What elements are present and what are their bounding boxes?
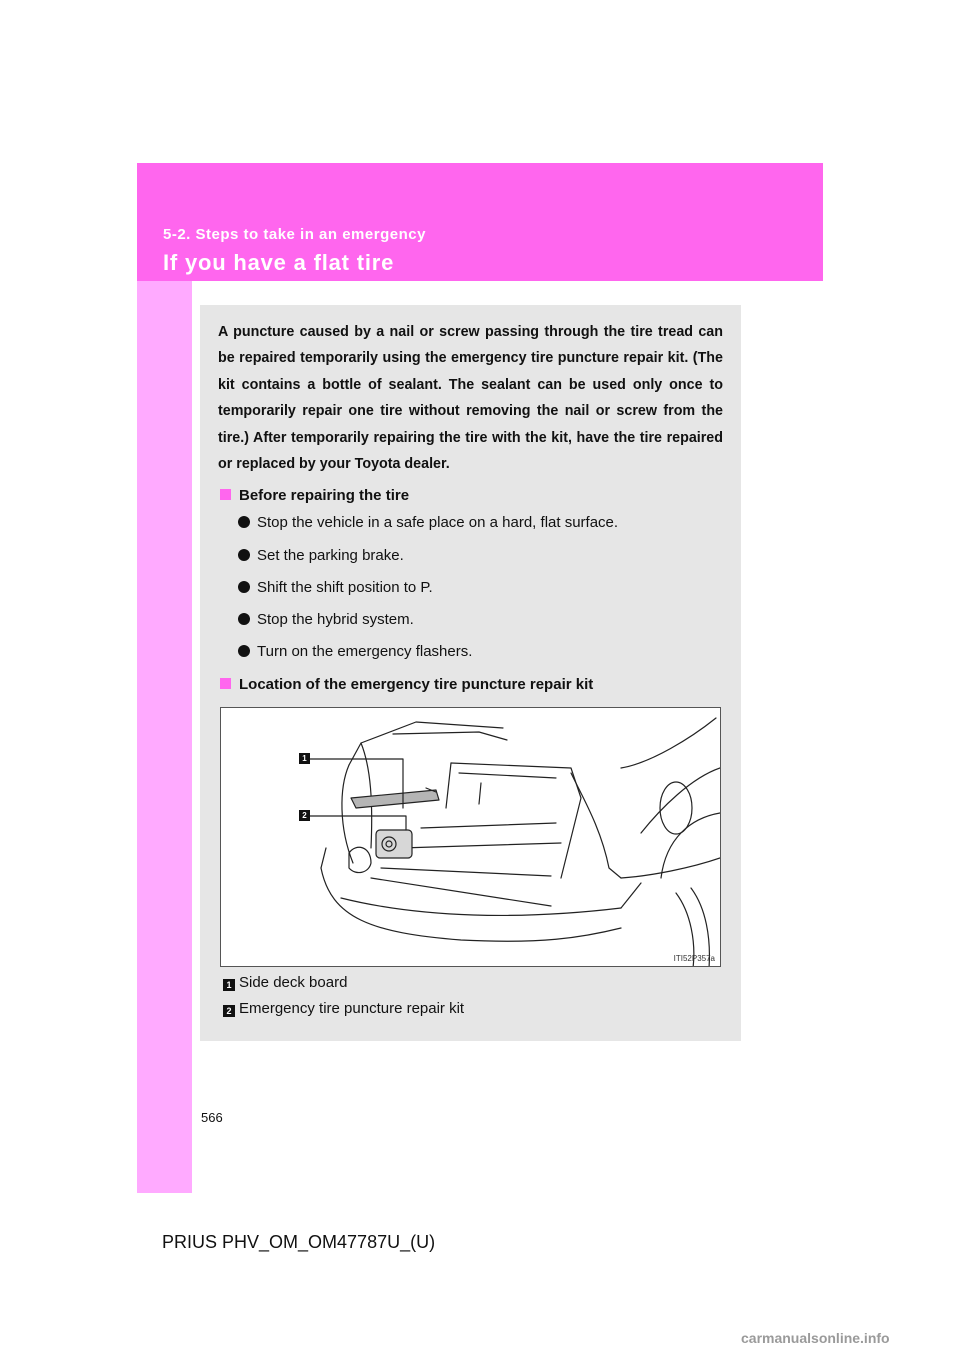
callout-2: 2 <box>299 810 310 821</box>
legend-label: Side deck board <box>239 974 348 991</box>
page-title: If you have a flat tire <box>163 250 395 275</box>
list-item <box>238 514 618 531</box>
bullet-dot-icon <box>238 516 250 528</box>
section-label: 5-2. Steps to take in an emergency <box>163 226 426 243</box>
location-heading-text: Location of the emergency tire puncture repair kit <box>239 676 594 693</box>
watermark: carmanualsonline.info <box>741 1330 890 1346</box>
list-item-text: Turn on the emergency flashers. <box>257 643 473 660</box>
car-trunk-drawing <box>221 708 721 967</box>
bullet-dot-icon <box>238 549 250 561</box>
list-item <box>238 547 404 564</box>
footer-document-id: PRIUS PHV_OM_OM47787U_(U) <box>162 1232 436 1252</box>
list-item <box>238 611 414 628</box>
legend-number: 2 <box>223 1005 235 1017</box>
trunk-illustration <box>220 707 721 967</box>
legend-number: 1 <box>223 979 235 991</box>
list-item-text: Stop the vehicle in a safe place on a hard, flat surface. <box>257 514 619 531</box>
list-item-text: Stop the hybrid system. <box>257 611 414 628</box>
callout-1: 1 <box>299 753 310 764</box>
bullet-dot-icon <box>238 645 250 657</box>
list-item-text: Set the parking brake. <box>257 547 404 564</box>
bullet-dot-icon <box>238 581 250 593</box>
before-repair-heading-text: Before repairing the tire <box>239 487 410 504</box>
location-heading <box>220 676 593 693</box>
square-bullet-icon <box>220 489 231 500</box>
side-strip <box>137 281 192 1193</box>
intro-paragraph: A puncture caused by a nail or screw passing through the tire tread can be repaired temporarily using the emergency tire puncture repair kit. (The kit contains a bottle of sealant. The sealant can be used only once to temporarily repair one tire without removing the nail or screw from the tire.) After temporarily repairing the tire with the kit, have the tire repaired or replaced by your Toyota dealer. <box>218 324 723 473</box>
legend-label: Emergency tire puncture repair kit <box>239 1000 465 1017</box>
list-item-text: Shift the shift position to P. <box>257 579 433 596</box>
figure-code: ITI52P357a <box>673 954 715 963</box>
square-bullet-icon <box>220 678 231 689</box>
bullet-dot-icon <box>238 613 250 625</box>
page-number: 566 <box>201 1110 223 1125</box>
list-item <box>238 579 433 596</box>
legend-item <box>223 1000 464 1017</box>
list-item <box>238 643 472 660</box>
before-repair-heading <box>220 487 409 504</box>
legend-item <box>223 974 347 991</box>
